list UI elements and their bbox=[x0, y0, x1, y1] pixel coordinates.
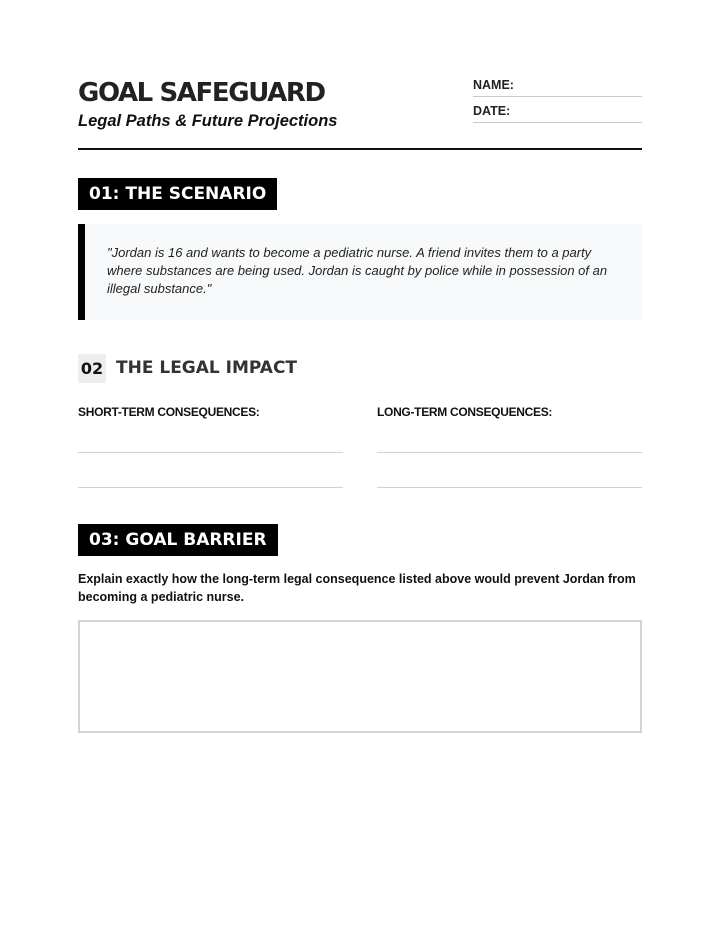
scenario-quote-text: "Jordan is 16 and wants to become a pediatric nurse. A friend invites them to a party where substances are being used. Jordan is caught by police while in possession of an illegal substance." bbox=[107, 245, 608, 296]
name-label: NAME: bbox=[473, 78, 514, 92]
short-term-label: SHORT-TERM CONSEQUENCES: bbox=[78, 405, 260, 419]
date-label: DATE: bbox=[473, 104, 511, 118]
goal-barrier-answer-box[interactable] bbox=[78, 620, 642, 733]
worksheet-page bbox=[78, 0, 642, 932]
worksheet-subtitle: Legal Paths & Future Projections bbox=[78, 112, 338, 130]
worksheet-header bbox=[78, 76, 642, 150]
long-term-label: LONG-TERM CONSEQUENCES: bbox=[377, 405, 553, 419]
goal-barrier-prompt: Explain exactly how the long-term legal consequence listed above would prevent Jordan from becoming a pediatric nurse. bbox=[78, 572, 636, 604]
date-field[interactable] bbox=[473, 102, 642, 123]
short-term-answer-line-1[interactable] bbox=[78, 452, 343, 453]
long-term-answer-line-1[interactable] bbox=[377, 452, 642, 453]
section-number-legal-impact: 02 bbox=[78, 354, 106, 383]
worksheet-title: GOAL SAFEGUARD bbox=[78, 78, 325, 108]
name-field[interactable] bbox=[473, 76, 642, 97]
section-badge-scenario: 01: THE SCENARIO bbox=[78, 178, 277, 210]
section-badge-goal-barrier: 03: GOAL BARRIER bbox=[78, 524, 278, 556]
short-term-answer-line-2[interactable] bbox=[78, 487, 343, 488]
scenario-quote-box bbox=[78, 224, 642, 320]
long-term-answer-line-2[interactable] bbox=[377, 487, 642, 488]
header-divider bbox=[78, 148, 642, 150]
section-title-legal-impact: THE LEGAL IMPACT bbox=[116, 358, 298, 378]
